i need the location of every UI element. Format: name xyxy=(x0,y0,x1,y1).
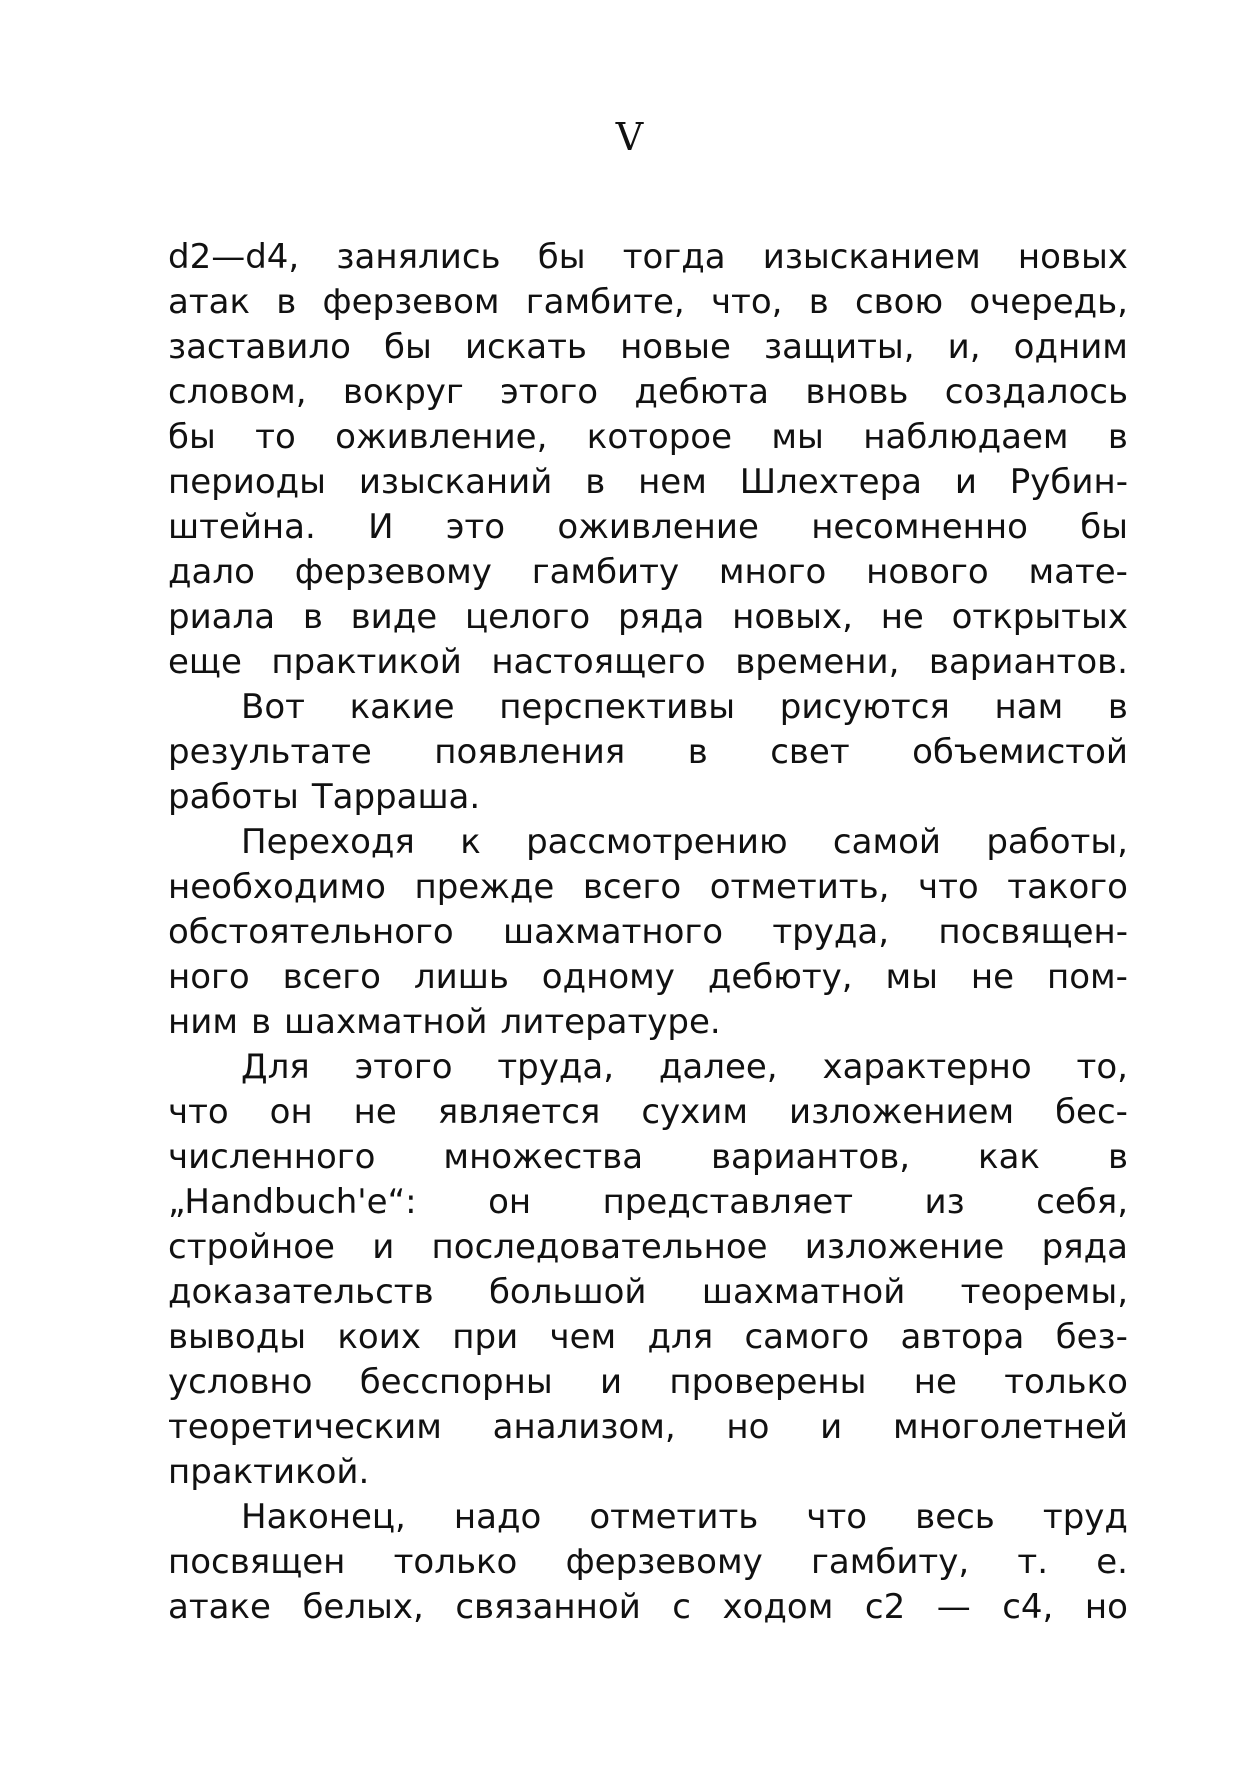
word: атак xyxy=(168,282,251,322)
word: Наконец, xyxy=(241,1497,406,1537)
word: заставило xyxy=(168,327,351,367)
word: перспективы xyxy=(499,687,736,727)
word: в xyxy=(250,1002,272,1042)
word: изысканием xyxy=(762,237,981,277)
word: нем xyxy=(638,462,707,502)
word: новых, xyxy=(732,597,853,637)
word: но xyxy=(1084,1587,1128,1627)
word: новые xyxy=(620,327,731,367)
word: которое xyxy=(586,417,733,457)
word: мы xyxy=(885,957,938,997)
word: в xyxy=(1107,417,1128,457)
word: результате xyxy=(168,732,372,772)
word: что xyxy=(806,1497,868,1537)
word: целого xyxy=(464,597,591,637)
word: несомненно xyxy=(811,507,1028,547)
word: вокруг xyxy=(342,372,464,412)
word: ходом xyxy=(722,1587,834,1627)
word: виде xyxy=(350,597,438,637)
word: ряда xyxy=(1041,1227,1128,1267)
word: труда, xyxy=(772,912,890,952)
word: далее, xyxy=(658,1047,778,1087)
word: мы xyxy=(771,417,824,457)
word: c4, xyxy=(1002,1587,1054,1627)
word: одним xyxy=(1013,327,1128,367)
word: что xyxy=(168,1092,229,1132)
word: анализом, xyxy=(492,1407,676,1447)
word: литературе. xyxy=(500,1002,721,1042)
word: Тарраша. xyxy=(311,777,481,817)
word: времени, xyxy=(735,642,900,682)
text-line xyxy=(168,775,1128,820)
word: практикой xyxy=(271,642,462,682)
word: шахматной xyxy=(284,1002,488,1042)
word: вновь xyxy=(805,372,909,412)
word: бы xyxy=(168,417,216,457)
word: оживление xyxy=(557,507,759,547)
word: — xyxy=(936,1587,971,1627)
word: коих xyxy=(337,1317,421,1357)
text-line xyxy=(168,325,1128,370)
word: труда, xyxy=(497,1047,615,1087)
text-line xyxy=(168,730,1128,775)
text-line xyxy=(168,955,1128,1000)
word: в xyxy=(276,282,297,322)
word: только xyxy=(393,1542,518,1582)
word: чем xyxy=(549,1317,617,1357)
word: но xyxy=(726,1407,770,1447)
word: очередь, xyxy=(969,282,1128,322)
word: какие xyxy=(349,687,455,727)
word: всего xyxy=(582,867,682,907)
text-line xyxy=(168,910,1128,955)
word: работы xyxy=(168,777,299,817)
word: посвящен xyxy=(168,1542,346,1582)
text-line xyxy=(168,1360,1128,1405)
word: и xyxy=(954,462,977,502)
word: Для xyxy=(241,1047,310,1087)
word: теоремы, xyxy=(960,1272,1128,1312)
word: не xyxy=(913,1362,957,1402)
word: и xyxy=(372,1227,395,1267)
word: Шлехтера xyxy=(739,462,922,502)
word: множества xyxy=(443,1137,644,1177)
word: самого xyxy=(744,1317,870,1357)
body-text xyxy=(168,235,1128,1630)
word: в xyxy=(585,462,606,502)
word: И xyxy=(368,507,394,547)
word: занялись xyxy=(336,237,501,277)
text-line xyxy=(168,595,1128,640)
word: нам xyxy=(994,687,1064,727)
word: еще xyxy=(168,642,242,682)
word: то xyxy=(255,417,296,457)
word: к xyxy=(460,822,481,862)
word: ферзевому xyxy=(294,552,492,592)
word: это xyxy=(445,507,506,547)
text-line xyxy=(168,415,1128,460)
word: и, xyxy=(947,327,981,367)
word: ним xyxy=(168,1002,238,1042)
word: численного xyxy=(168,1137,376,1177)
text-line xyxy=(168,1495,1128,1540)
word: отметить xyxy=(589,1497,759,1537)
text-line xyxy=(168,1585,1128,1630)
word: изложением xyxy=(788,1092,1015,1132)
word: бы xyxy=(537,237,586,277)
word: характерно xyxy=(822,1047,1032,1087)
word: без- xyxy=(1055,1317,1128,1357)
word: связанной xyxy=(455,1587,641,1627)
word: шахматного xyxy=(503,912,724,952)
word: в xyxy=(1107,1137,1128,1177)
word: необходимо xyxy=(168,867,386,907)
word: весь xyxy=(915,1497,995,1537)
word: свет xyxy=(770,732,850,772)
word: рисуются xyxy=(779,687,950,727)
text-line xyxy=(168,1135,1128,1180)
text-line xyxy=(168,1225,1128,1270)
word: d2—d4, xyxy=(168,237,300,277)
word: много xyxy=(718,552,827,592)
word: всего xyxy=(282,957,381,997)
word: дало xyxy=(168,552,255,592)
word: только xyxy=(1004,1362,1128,1402)
word: создалось xyxy=(944,372,1128,412)
word: Вот xyxy=(241,687,305,727)
word: и xyxy=(820,1407,843,1447)
word: риала xyxy=(168,597,276,637)
text-line xyxy=(168,505,1128,550)
word: надо xyxy=(453,1497,542,1537)
page-number: V xyxy=(615,115,644,159)
word: сухим xyxy=(641,1092,748,1132)
word: ферзевом xyxy=(322,282,500,322)
text-line xyxy=(168,820,1128,865)
word: прежде xyxy=(414,867,555,907)
text-line xyxy=(168,685,1128,730)
word: новых xyxy=(1017,237,1128,277)
word: периоды xyxy=(168,462,326,502)
word: изложение xyxy=(804,1227,1005,1267)
text-line xyxy=(168,1000,1128,1045)
text-line xyxy=(168,1315,1128,1360)
word: белых, xyxy=(302,1587,424,1627)
word: этого xyxy=(354,1047,453,1087)
word: пом- xyxy=(1047,957,1128,997)
text-line xyxy=(168,1180,1128,1225)
text-line xyxy=(168,1045,1128,1090)
word: т. xyxy=(1017,1542,1049,1582)
word: обстоятельного xyxy=(168,912,454,952)
text-line xyxy=(168,640,1128,685)
word: такого xyxy=(1007,867,1128,907)
word: бы xyxy=(384,327,432,367)
word: ряда xyxy=(617,597,705,637)
word: шахматной xyxy=(701,1272,906,1312)
word: посвящен- xyxy=(938,912,1128,952)
text-line xyxy=(168,865,1128,910)
word: большой xyxy=(488,1272,647,1312)
word: нового xyxy=(866,552,989,592)
word: наблюдаем xyxy=(863,417,1069,457)
word: объемистой xyxy=(912,732,1128,772)
word: в xyxy=(687,732,708,772)
word: проверены xyxy=(669,1362,867,1402)
word: словом, xyxy=(168,372,307,412)
word: доказательств xyxy=(168,1272,434,1312)
word: автора xyxy=(900,1317,1025,1357)
word: практикой. xyxy=(168,1452,370,1492)
text-line xyxy=(168,280,1128,325)
word: при xyxy=(452,1317,519,1357)
word: и xyxy=(599,1362,623,1402)
text-line xyxy=(168,370,1128,415)
word: дебюта xyxy=(634,372,770,412)
text-line xyxy=(168,460,1128,505)
text-line xyxy=(168,1405,1128,1450)
word: является xyxy=(437,1092,601,1132)
word: открытых xyxy=(951,597,1128,637)
text-line xyxy=(168,550,1128,595)
word: одному xyxy=(541,957,675,997)
word: ного xyxy=(168,957,250,997)
word: последовательное xyxy=(431,1227,768,1267)
word: ферзевому xyxy=(565,1542,763,1582)
word: е. xyxy=(1096,1542,1128,1582)
word: оживление, xyxy=(335,417,548,457)
word: представляет xyxy=(602,1182,854,1222)
word: не xyxy=(970,957,1015,997)
word: труд xyxy=(1042,1497,1128,1537)
word: появления xyxy=(434,732,626,772)
word: с xyxy=(672,1587,691,1627)
word: „Handbuch'e“: xyxy=(168,1182,417,1222)
word: защиты, xyxy=(764,327,915,367)
word: самой xyxy=(832,822,941,862)
word: c2 xyxy=(864,1587,906,1627)
word: изысканий xyxy=(358,462,553,502)
word: штейна. xyxy=(168,507,316,547)
word: бесспорны xyxy=(359,1362,553,1402)
word: атаке xyxy=(168,1587,271,1627)
word: свою xyxy=(854,282,944,322)
word: работы, xyxy=(986,822,1128,862)
word: стройное xyxy=(168,1227,335,1267)
word: рассмотрению xyxy=(526,822,788,862)
word: вариантов, xyxy=(711,1137,911,1177)
text-line xyxy=(168,235,1128,280)
word: мате- xyxy=(1028,552,1128,592)
word: вариантов. xyxy=(928,642,1128,682)
word: лишь xyxy=(413,957,509,997)
word: в xyxy=(302,597,323,637)
text-line xyxy=(168,1090,1128,1135)
word: гамбите, xyxy=(525,282,685,322)
word: что, xyxy=(710,282,783,322)
word: бес- xyxy=(1055,1092,1128,1132)
word: для xyxy=(647,1317,714,1357)
word: условно xyxy=(168,1362,313,1402)
word: он xyxy=(488,1182,532,1222)
word: этого xyxy=(500,372,599,412)
word: искать xyxy=(464,327,587,367)
word: не xyxy=(353,1092,397,1132)
word: Рубин- xyxy=(1009,462,1128,502)
word: многолетней xyxy=(892,1407,1128,1447)
word: то, xyxy=(1076,1047,1128,1087)
word: в xyxy=(808,282,829,322)
text-line xyxy=(168,1540,1128,1585)
word: себя, xyxy=(1036,1182,1128,1222)
word: в xyxy=(1107,687,1128,727)
word: отметить, xyxy=(709,867,890,907)
word: из xyxy=(924,1182,965,1222)
text-line xyxy=(168,1270,1128,1315)
word: он xyxy=(269,1092,313,1132)
word: дебюту, xyxy=(707,957,853,997)
word: Переходя xyxy=(241,822,415,862)
word: гамбиту, xyxy=(811,1542,970,1582)
word: тогда xyxy=(622,237,726,277)
text-line xyxy=(168,1450,1128,1495)
word: бы xyxy=(1080,507,1128,547)
word: как xyxy=(978,1137,1040,1177)
word: настоящего xyxy=(491,642,706,682)
word: выводы xyxy=(168,1317,307,1357)
word: что xyxy=(918,867,979,907)
word: гамбиту xyxy=(531,552,680,592)
word: теоретическим xyxy=(168,1407,442,1447)
word: не xyxy=(880,597,924,637)
